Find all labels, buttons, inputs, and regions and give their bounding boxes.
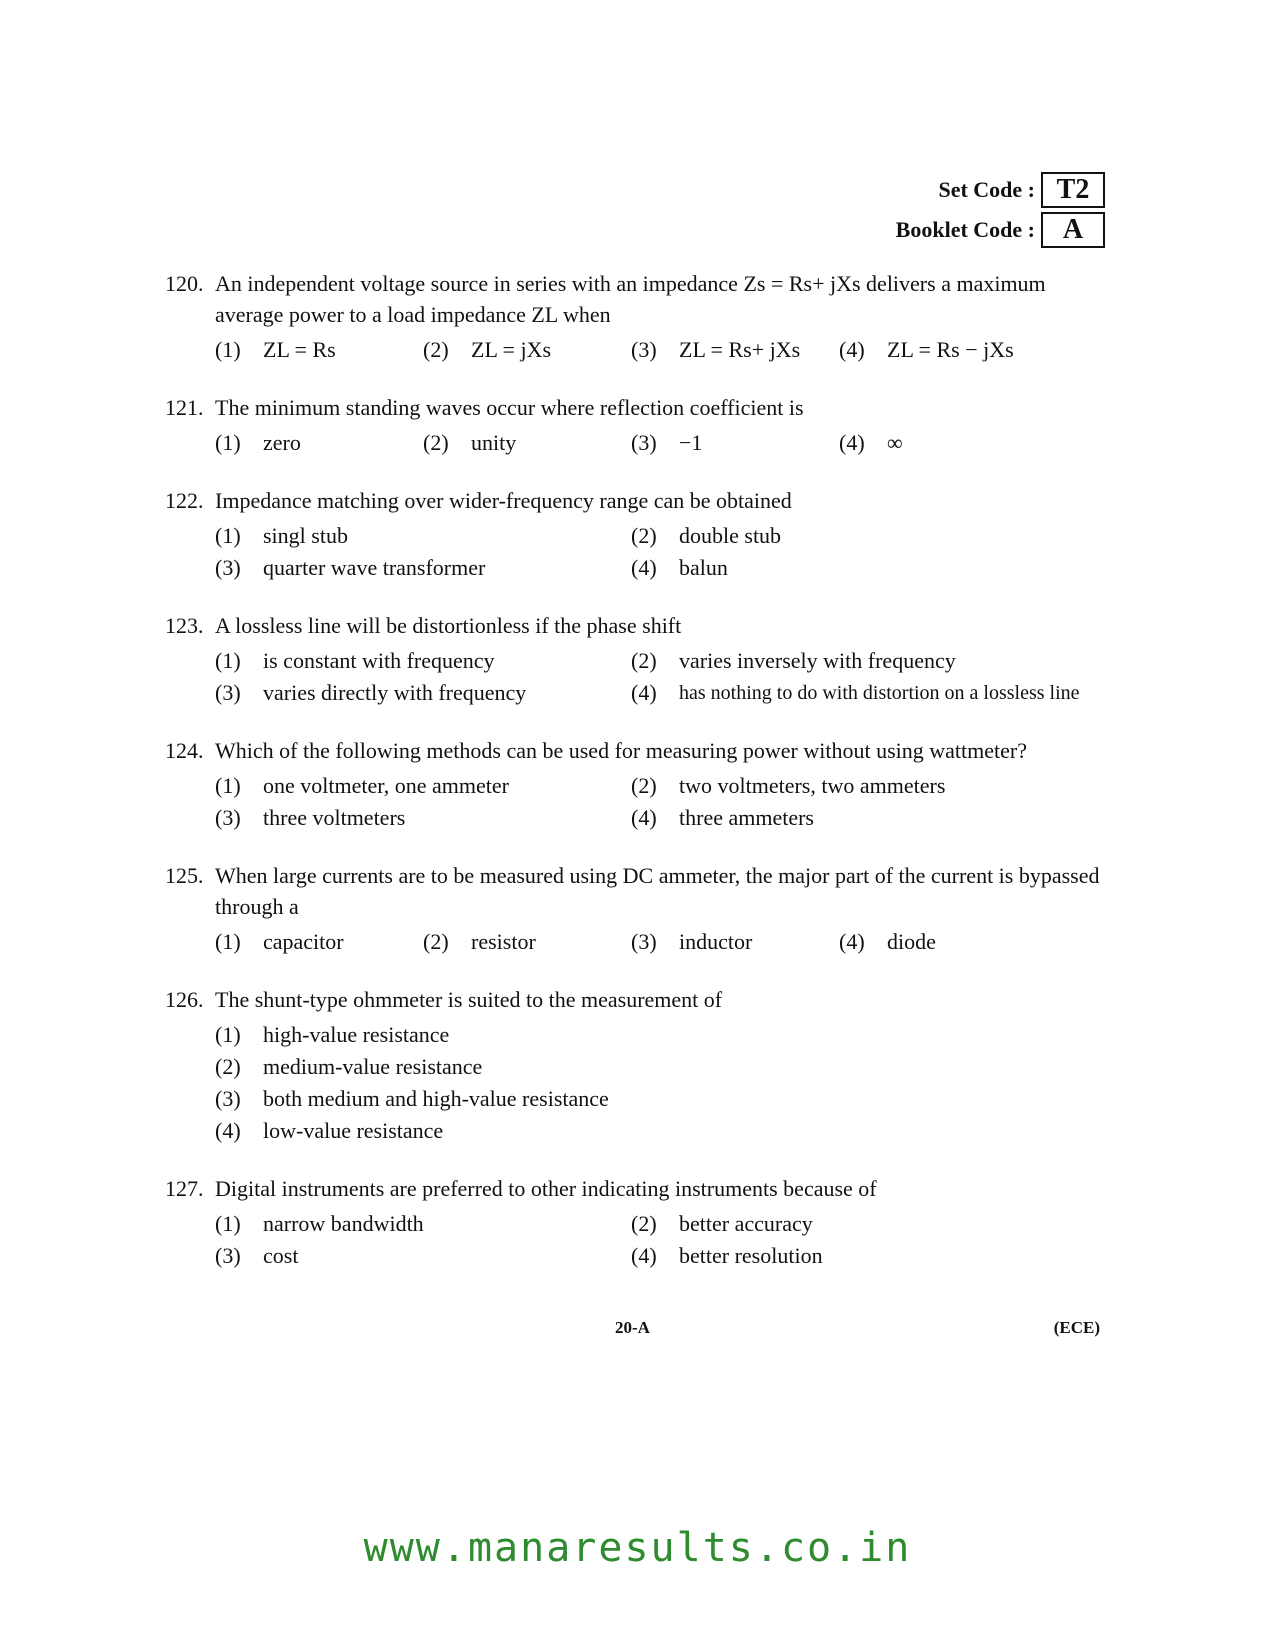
exam-codes	[896, 172, 1105, 252]
option-4: (4) ZL = Rs − jXs	[839, 337, 1014, 362]
option-1: (1) singl stub	[215, 523, 348, 548]
option-2: (2) double stub	[631, 523, 782, 548]
booklet-code-value: A	[1041, 212, 1105, 248]
option-1: (1) one voltmeter, one ammeter	[215, 773, 509, 798]
option-4: (4) better resolution	[631, 1243, 823, 1268]
question-text: The shunt-type ohmmeter is suited to the measurement of	[215, 987, 723, 1012]
question-number: 121.	[165, 395, 204, 420]
option-4: (4) three ammeters	[631, 805, 814, 830]
set-code-label: Set Code :	[938, 177, 1035, 202]
option-1: (1) is constant with frequency	[215, 648, 495, 673]
question-121	[165, 392, 1110, 459]
option-1: (1) zero	[215, 430, 301, 455]
booklet-code-row	[896, 212, 1105, 248]
question-number: 120.	[165, 271, 204, 296]
question-text: An independent voltage source in series with an impedance Zs = Rs+ jXs delivers a maximum average power to a load impedance ZL when	[215, 271, 1046, 327]
option-1: (1) ZL = Rs	[215, 337, 336, 362]
booklet-code-label: Booklet Code :	[895, 217, 1035, 242]
question-126	[165, 984, 1110, 1147]
option-2: (2) unity	[423, 430, 517, 455]
question-127	[165, 1173, 1110, 1272]
option-2: (2) ZL = jXs	[423, 337, 552, 362]
question-text: The minimum standing waves occur where reflection coefficient is	[215, 395, 804, 420]
question-number: 124.	[165, 738, 204, 763]
option-3: (3) ZL = Rs+ jXs	[631, 337, 801, 362]
option-3: (3) quarter wave transformer	[215, 555, 486, 580]
option-4: (4) low-value resistance	[215, 1118, 444, 1143]
option-4: (4) ∞	[839, 430, 903, 455]
option-2: (2) varies inversely with frequency	[631, 648, 956, 673]
branch-label: (ECE)	[1053, 1318, 1100, 1337]
option-2: (2) medium-value resistance	[215, 1054, 483, 1079]
question-120	[165, 268, 1110, 366]
option-1: (1) narrow bandwidth	[215, 1211, 424, 1236]
option-2: (2) better accuracy	[631, 1211, 813, 1236]
question-125	[165, 860, 1110, 958]
option-2: (2) two voltmeters, two ammeters	[631, 773, 946, 798]
option-3: (3) three voltmeters	[215, 805, 406, 830]
option-1: (1) capacitor	[215, 929, 344, 954]
question-text: When large currents are to be measured using DC ammeter, the major part of the current is bypassed through a	[215, 863, 1100, 919]
question-number: 127.	[165, 1176, 204, 1201]
question-text: Digital instruments are preferred to other indicating instruments because of	[215, 1176, 877, 1201]
option-4: (4) has nothing to do with distortion on a lossless line	[631, 680, 1080, 705]
option-3: (3) cost	[215, 1243, 299, 1268]
page-number: 20-A	[615, 1318, 650, 1337]
question-124	[165, 735, 1110, 834]
question-text: A lossless line will be distortionless if the phase shift	[215, 613, 682, 638]
question-text: Impedance matching over wider-frequency range can be obtained	[215, 488, 792, 513]
option-4: (4) balun	[631, 555, 728, 580]
set-code-row	[896, 172, 1105, 208]
option-4: (4) diode	[839, 929, 936, 954]
question-list	[165, 268, 1110, 1298]
question-number: 125.	[165, 863, 204, 888]
option-3: (3) inductor	[631, 929, 753, 954]
question-text: Which of the following methods can be used for measuring power without using wattmeter?	[215, 738, 1027, 763]
question-number: 123.	[165, 613, 204, 638]
question-122	[165, 485, 1110, 584]
set-code-value: T2	[1041, 172, 1105, 208]
option-1: (1) high-value resistance	[215, 1022, 450, 1047]
option-3: (3) varies directly with frequency	[215, 680, 527, 705]
question-number: 122.	[165, 488, 204, 513]
question-123	[165, 610, 1110, 709]
watermark-url: www.manaresults.co.in	[363, 1525, 912, 1571]
option-3: (3) −1	[631, 430, 703, 455]
option-3: (3) both medium and high-value resistance	[215, 1086, 609, 1111]
option-2: (2) resistor	[423, 929, 536, 954]
question-number: 126.	[165, 987, 204, 1012]
